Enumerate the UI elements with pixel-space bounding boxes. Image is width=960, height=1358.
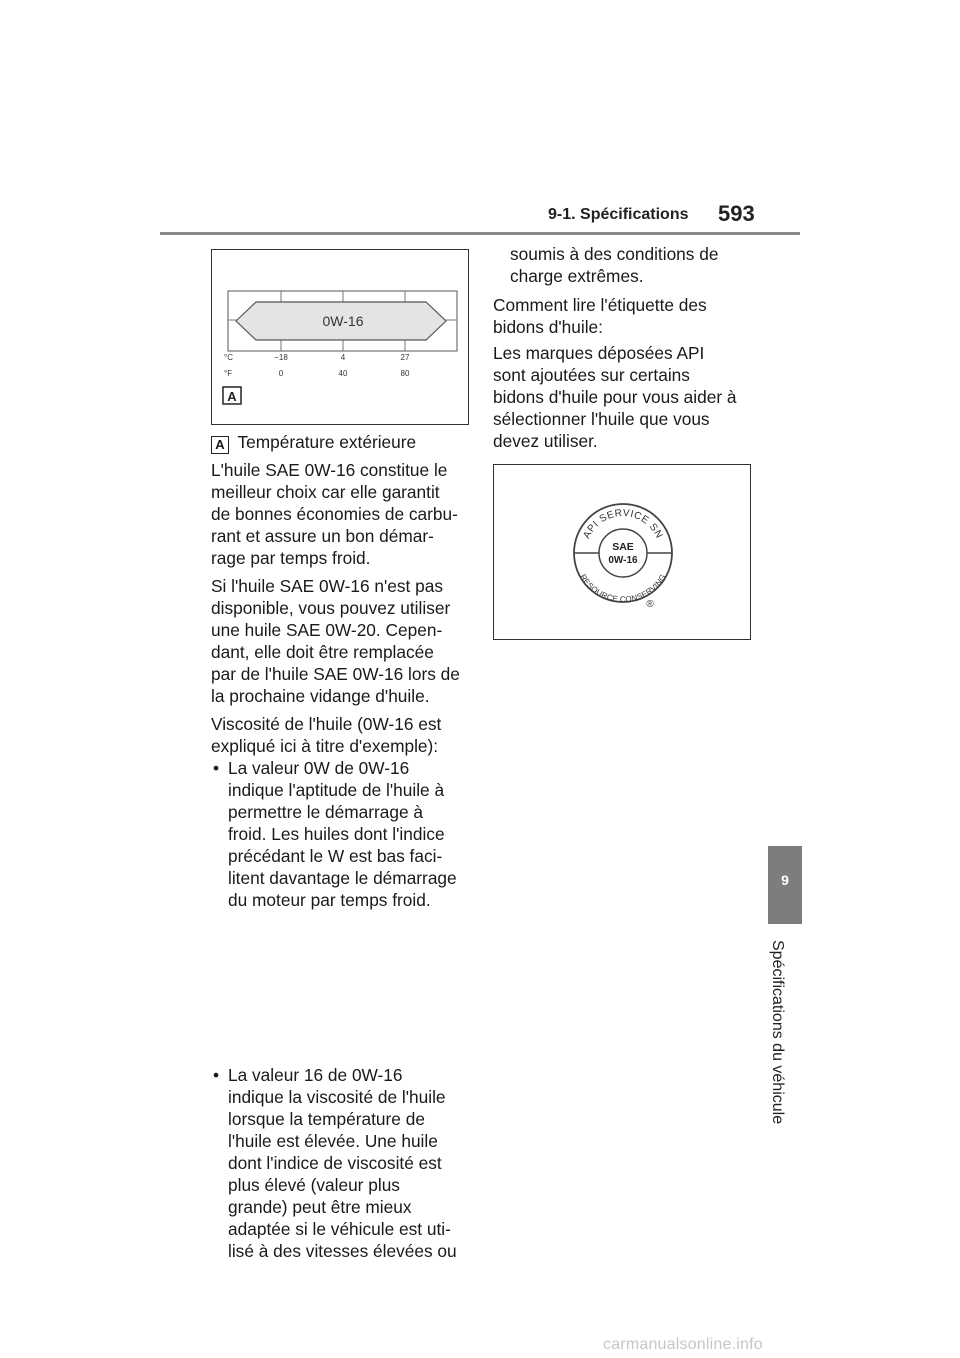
watermark-text: carmanualsonline.info — [603, 1336, 763, 1353]
api-service-arc-text: API SERVICE SN — [581, 507, 665, 541]
sae-label: SAE — [612, 541, 634, 553]
paragraph-oil-choice: L'huile SAE 0W-16 constitue le meilleur choix car elle garantit de bonnes économies de carbu- rant et assure un bon démar- rage par temps froid. — [211, 460, 458, 568]
section-title: 9-1. Spécifications — [548, 206, 689, 223]
viscosity-temperature-figure — [211, 249, 469, 425]
band-label: 0W-16 — [322, 313, 364, 329]
viscosity-chart-svg — [212, 250, 468, 424]
bullet-item-0w: • La valeur 0W de 0W-16 indique l'aptitude de l'huile à permettre le démarrage à froid. Les huiles dont l'indice précédant le W est bas faci- litent davantage le démarrage du moteur par temps froid. — [213, 758, 457, 910]
resource-conserving-arc-text: RESOURCE CONSERVING — [578, 572, 668, 605]
chapter-number: 9 — [781, 872, 789, 888]
figure-caption — [211, 431, 473, 454]
api-donut-svg — [494, 465, 750, 639]
callout-letter: A — [227, 389, 237, 404]
bullet-marker: • — [213, 1065, 220, 1085]
bullet-continuation: soumis à des conditions de charge extrêmes. — [510, 244, 719, 286]
header-divider — [160, 232, 800, 235]
paragraph-alternative-oil: Si l'huile SAE 0W-16 n'est pas disponible, vous pouvez utiliser une huile SAE 0W-20. Cepen- dant, elle doit être remplacée par de l'huile SAE 0W-16 lors de la prochaine vidange d'huile. — [211, 576, 460, 706]
paragraph-api-marks: Les marques déposées API sont ajoutées sur certains bidons d'huile pour vous aider à sélectionner l'huile que vous devez utiliser. — [493, 343, 737, 451]
celsius-tick: 4 — [340, 353, 346, 362]
bullet-item-16: • La valeur 16 de 0W-16 indique la viscosité de l'huile lorsque la température de l'huile est élevée. Une huile dont l'indice de viscosité est plus élevé (valeur plus grande) peut être mieux adaptée si le véhicule est uti- lisé à des vitesses élevées ou — [213, 1065, 457, 1261]
fahrenheit-tick: 40 — [338, 369, 348, 378]
viscosity-grade-label: 0W-16 — [608, 555, 638, 566]
fahrenheit-tick: 0 — [278, 369, 284, 378]
chapter-title: Spécifications du véhicule — [769, 940, 786, 1125]
fahrenheit-tick: 80 — [400, 369, 410, 378]
celsius-unit: °C — [224, 353, 233, 362]
api-service-symbol-figure — [493, 464, 751, 640]
registered-mark: ® — [646, 599, 654, 610]
page-number: 593 — [718, 201, 755, 226]
celsius-tick: 27 — [400, 353, 410, 362]
caption-callout: A — [211, 436, 229, 454]
celsius-tick: −18 — [274, 353, 288, 362]
paragraph-label-reading: Comment lire l'étiquette des bidons d'huile: — [493, 295, 707, 337]
fahrenheit-unit: °F — [224, 369, 233, 378]
bullet-marker: • — [213, 758, 220, 778]
paragraph-viscosity-intro: Viscosité de l'huile (0W-16 est expliqué ici à titre d'exemple): — [211, 714, 442, 756]
inner-ring — [599, 529, 647, 577]
caption-text: Température extérieure — [233, 432, 417, 452]
